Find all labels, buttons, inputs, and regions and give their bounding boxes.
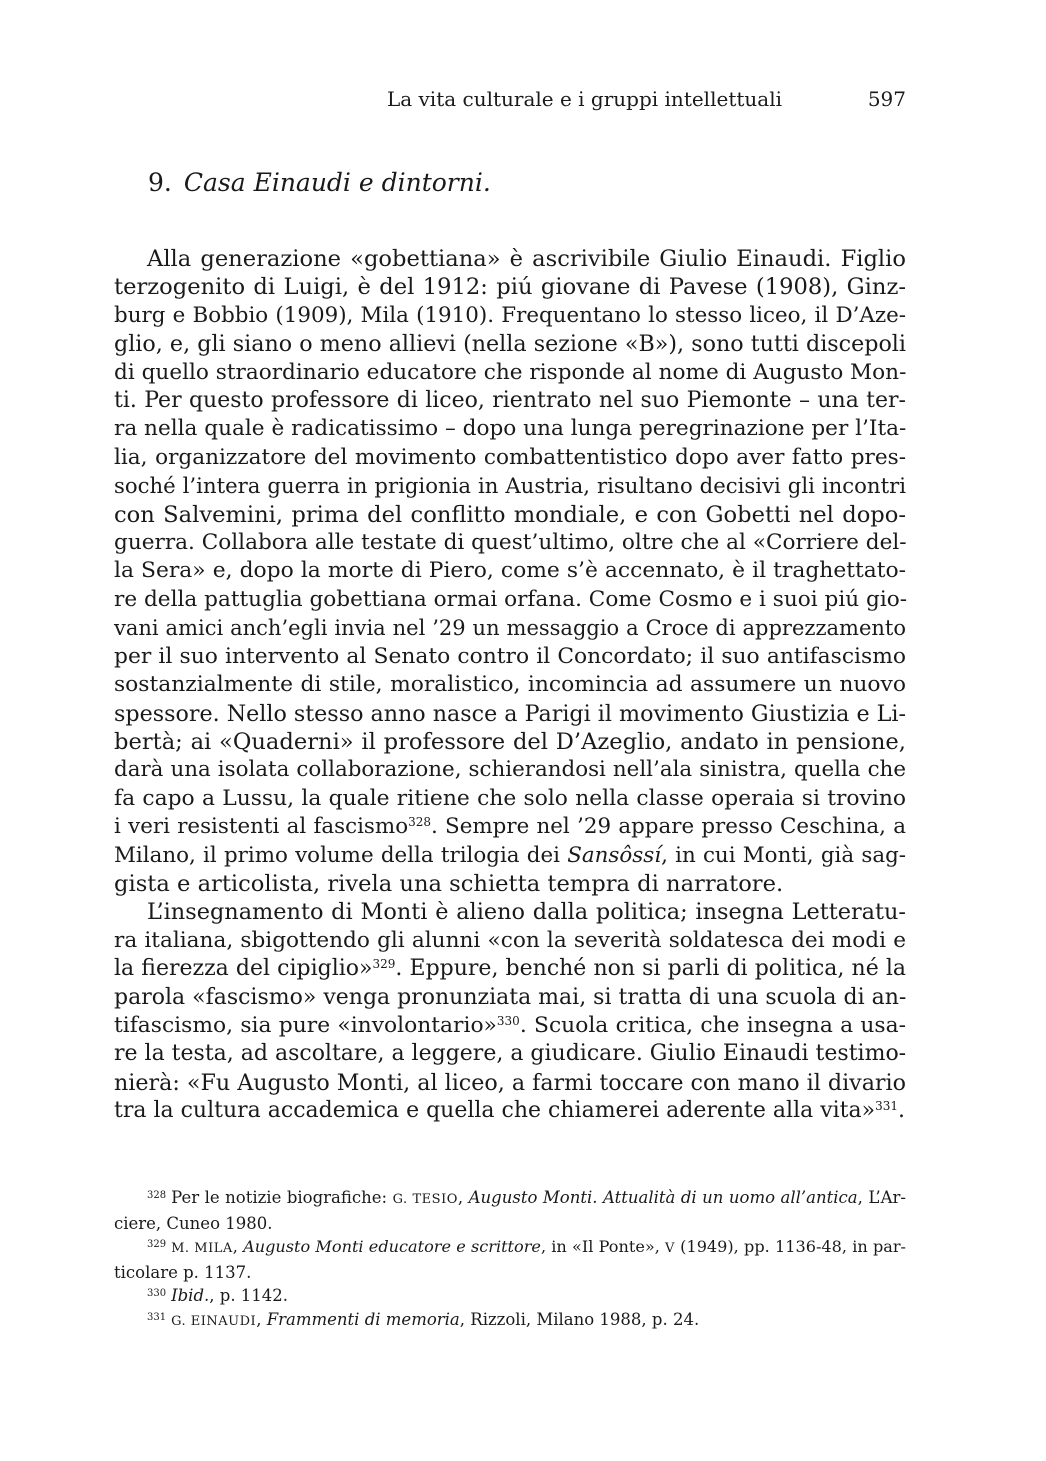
text-line: soché l’intera guerra in prigionia in Austria, risultano decisivi gli incontri [114,473,906,499]
footnote-text: , in «Il Ponte», [540,1237,666,1257]
footnote-author: M. MILA [171,1241,233,1257]
footnote-number: 328 [147,1190,167,1201]
footnote-text: , [256,1309,267,1329]
text-line: bertà; ai «Quaderni» il professore del D’Azeglio, andato in pensione, [114,728,906,755]
text-run: i veri resistenti al fascismo [114,814,409,840]
footnote-328-cont: ciere, Cuneo 1980. [114,1213,273,1233]
section-heading [148,166,491,200]
running-title: La vita culturale e i gruppi intellettuali [386,87,782,111]
footnote-ref[interactable]: 330 [496,1013,520,1028]
footnote-number: 331 [147,1311,167,1323]
section-number: 9. [148,168,172,197]
text-line [114,1097,906,1125]
footnote-title: Augusto Monti. Attualità di un uomo all’antica [468,1188,858,1207]
footnote-title: Augusto Monti educatore e scrittore [243,1237,541,1257]
text-line: la Sera» e, dopo la morte di Piero, come s’è accennato, è il traghettato- [114,558,906,584]
text-run: tra la cultura accademica e quella che chiamerei aderente alla vita» [114,1098,876,1124]
running-header [140,84,906,118]
text-run: Milano, il primo volume della trilogia dei [114,842,568,868]
footnotes [114,1186,906,1334]
footnote-329 [114,1235,906,1261]
text-line: vani amici anch’egli invia nel ’29 un messaggio a Croce di apprezzamento [114,616,906,641]
text-run: la fierezza del cipiglio» [114,956,373,982]
footnote-331 [114,1308,906,1334]
text-line: Alla generazione «gobettiana» è ascrivibile Giulio Einaudi. Figlio [147,246,906,272]
footnote-text: (1949), pp. 1136-48, in par- [674,1237,906,1257]
text-run: . Scuola critica, che insegna a usa- [519,1012,906,1038]
text-line [114,955,906,983]
text-line: con Salvemini, prima del conflitto mondiale, e con Gobetti nel dopo- [114,501,906,528]
text-line [114,1012,906,1040]
text-run: . [898,1098,906,1124]
text-line: glio, e, gli siano o meno allievi (nella sezione «B»), sono tutti discepoli [114,331,906,358]
text-line: per il suo intervento al Senato contro il Concordato; il suo antifascismo [114,643,906,669]
text-line: terzogenito di Luigi, è del 1912: piú giovane di Pavese (1908), Ginz- [114,274,906,301]
text-line: lia, organizzatore del movimento combattentistico dopo aver fatto pres- [114,444,906,470]
footnote-title: Frammenti di memoria [266,1309,460,1329]
footnote-ref[interactable]: 331 [875,1099,899,1114]
text-line: di quello straordinario educatore che risponde al nome di Augusto Mon- [114,359,907,385]
text-line: gista e articolista, rivela una schietta tempra di narratore. [114,870,784,897]
text-run: . Sempre nel ’29 appare presso Ceschina, a [430,814,906,840]
footnote-number: 329 [147,1239,167,1251]
footnote-ref[interactable]: 329 [372,957,396,972]
footnote-title: Ibid. [171,1286,210,1306]
footnote-volume: V [665,1241,675,1257]
text-line: sostanzialmente di stile, moralistico, incomincia ad assumere un nuovo [114,672,906,698]
footnote-ref[interactable]: 328 [408,815,431,830]
section-title: Casa Einaudi e dintorni. [183,168,491,197]
text-line: ti. Per questo professore di liceo, rientrato nel suo Piemonte – una ter- [114,388,906,414]
footnote-328 [114,1186,906,1212]
footnote-text: , p. 1142. [209,1286,289,1306]
text-line: guerra. Collabora alle testate di quest’ultimo, oltre che al «Corriere del- [114,530,907,556]
text-line: L’insegnamento di Monti è alieno dalla politica; insegna Letteratu- [147,899,906,926]
text-line [114,813,906,841]
text-line: darà una isolata collaborazione, schierandosi nell’ala sinistra, quella che [114,757,906,783]
text-line: re della pattuglia gobettiana ormai orfana. Come Cosmo e i suoi piú gio- [114,586,908,612]
text-line: spessore. Nello stesso anno nasce a Parigi il movimento Giustizia e Li- [114,700,906,727]
footnote-text: , [232,1237,244,1257]
footnote-text: , L’Ar- [857,1188,907,1207]
footnote-author: G. TESIO [392,1192,458,1207]
text-line: nierà: «Fu Augusto Monti, al liceo, a farmi toccare con mano il divario [114,1069,906,1096]
footnote-text: , Rizzoli, Milano 1988, p. 24. [459,1309,700,1329]
text-line: re la testa, ad ascoltare, a leggere, a giudicare. Giulio Einaudi testimo- [114,1041,907,1067]
footnote-text: Per le notizie biografiche: [171,1188,393,1207]
text-line [114,842,906,870]
footnote-329-cont: ticolare p. 1137. [114,1262,252,1282]
italic-title: Sansôssí [567,842,662,868]
text-line: ra nella quale è radicatissimo – dopo una lunga peregrinazione per l’Ita- [114,416,907,442]
footnote-text: , [457,1188,469,1207]
text-run: tifascismo, sia pure «involontario» [114,1012,497,1038]
text-run: . Eppure, benché non si parli di politica, né la [395,956,906,982]
footnote-330 [114,1284,906,1308]
text-line: burg e Bobbio (1909), Mila (1910). Frequentano lo stesso liceo, il D’Aze- [114,302,906,328]
text-line: ra italiana, sbigottendo gli alunni «con la severità soldatesca dei modi e [114,927,906,953]
body-text [114,245,906,1126]
text-run: , in cui Monti, già sag- [661,842,906,868]
text-line: parola «fascismo» venga pronunziata mai, si tratta di una scuola di an- [114,984,907,1010]
footnote-number: 330 [147,1288,167,1300]
footnote-author: G. EINAUDI [171,1313,257,1329]
page-number: 597 [867,87,906,111]
text-line: fa capo a Lussu, la quale ritiene che solo nella classe operaia si trovino [114,785,906,811]
